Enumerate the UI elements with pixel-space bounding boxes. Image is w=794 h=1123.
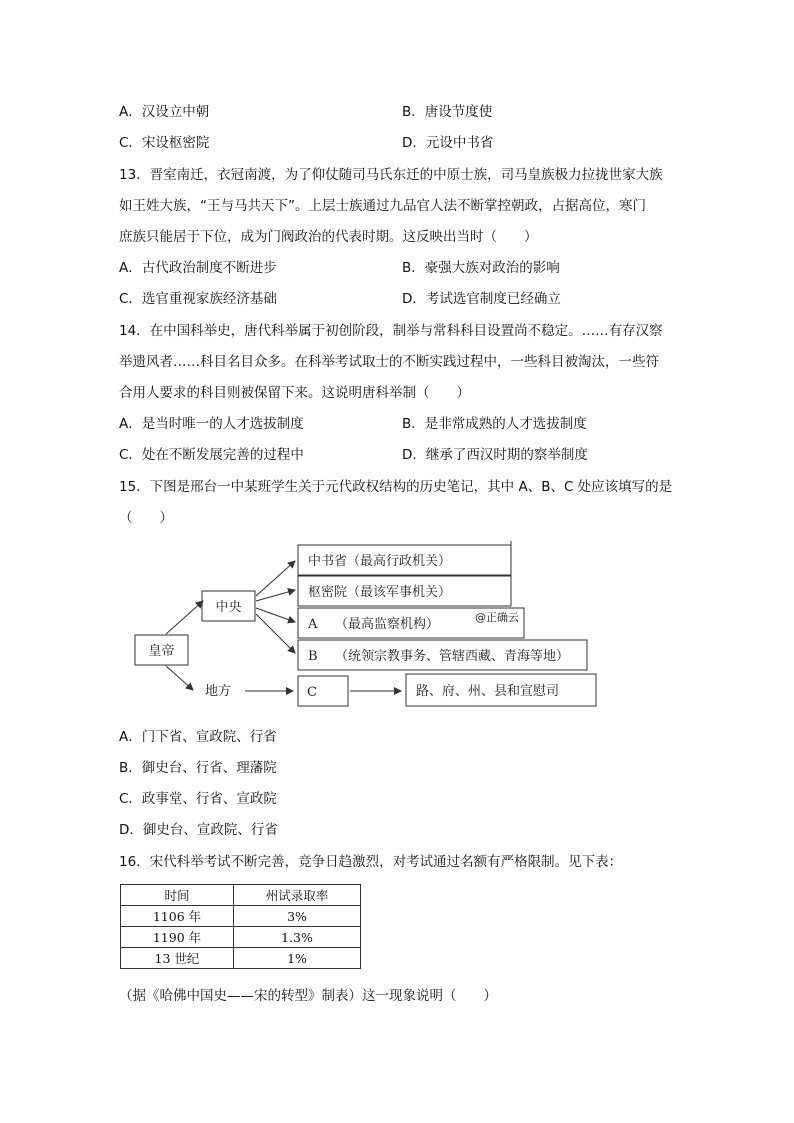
q13-option-d: D．考试选官制度已经确立 (402, 291, 561, 307)
table-row (121, 927, 361, 948)
q15-option-b: B．御史台、行省、理藩院 (119, 760, 277, 776)
q13-option-b: B．豪强大族对政治的影响 (402, 260, 560, 276)
arrow-central-box2 (256, 590, 295, 601)
q14-stem-line-3: 合用人要求的科目则被保留下来。这说明唐科举制（ ） (119, 385, 470, 401)
q14-stem-line-2: 举遗风者……科目名目众多。在科举考试取士的不断实践过程中，一些科目被淘汰，一些符 (119, 354, 659, 370)
box-local-units-text: 路、府、州、县和宣慰司 (416, 684, 560, 699)
box-b-text: （统领宗教事务、管辖西藏、青海等地） (335, 649, 570, 664)
q13-stem-line-3: 庶族只能居于下位，成为门阀政治的代表时期。这反映出当时（ ） (119, 229, 538, 245)
q15-stem-line-2: （ ） (119, 510, 173, 526)
table-header-time: 时间 (121, 885, 234, 906)
box-a-text: （最高监察机构） (335, 617, 440, 632)
arrow-emperor-central (166, 601, 203, 634)
box-shumiyuan-text: 枢密院（最该军事机关） (308, 585, 452, 600)
table-cell-rate: 1% (234, 948, 361, 969)
table-row (121, 948, 361, 969)
q13-option-c: C．选官重视家族经济基础 (119, 291, 277, 307)
central-label: 中央 (215, 600, 242, 615)
q15-option-c: C．政事堂、行省、宣政院 (119, 791, 277, 807)
table-cell-time: 1190 年 (121, 927, 234, 948)
q13-option-a: A．古代政治制度不断进步 (119, 260, 277, 276)
watermark: @正确云 (475, 611, 519, 624)
table-cell-rate: 1.3% (234, 927, 361, 948)
q12-option-d: D．元设中书省 (402, 135, 494, 151)
q15-option-a: A．门下省、宣政院、行省 (119, 729, 277, 745)
q12-option-c: C．宋设枢密院 (119, 135, 210, 151)
q14-stem-line-1: 14．在中国科举史，唐代科举属于初创阶段，制举与常科科目设置尚不稳定。……有存汉察 (119, 323, 663, 339)
q16-stem: 16．宋代科举考试不断完善，竞争日趋激烈，对考试通过名额有严格限制。见下表： (119, 854, 623, 870)
q16-source-note: （据《哈佛中国史——宋的转型》制表）这一现象说明（ ） (119, 988, 497, 1004)
q15-stem-line-1: 15．下图是邢台一中某班学生关于元代政权结构的历史笔记，其中 A、B、C 处应该填写的是 (119, 479, 673, 495)
q14-option-b: B．是非常成熟的人才选拔制度 (402, 416, 587, 432)
box-c-label: C (307, 685, 317, 700)
q16-table (120, 884, 361, 969)
q14-option-a: A．是当时唯一的人才选拔制度 (119, 416, 304, 432)
q13-stem-line-1: 13．晋室南迁，衣冠南渡，为了仰仗随司马氏东迁的中原士族，司马皇族极力拉拢世家大族 (119, 167, 663, 183)
arrow-emperor-local (166, 666, 193, 690)
table-cell-time: 1106 年 (121, 906, 234, 927)
q12-option-a: A．汉设立中朝 (119, 104, 210, 120)
emperor-label: 皇帝 (148, 644, 175, 659)
q15-option-d: D．御史台、宣政院、行省 (119, 822, 278, 838)
q13-stem-line-2: 如王姓大族，“王与马共天下”。上层士族通过九品官人法不断掌控朝政，占据高位，寒门 (119, 198, 646, 214)
local-label: 地方 (205, 684, 232, 699)
table-cell-rate: 3% (234, 906, 361, 927)
table-header-rate: 州试录取率 (234, 885, 361, 906)
box-c (298, 676, 348, 706)
q14-option-c: C．处在不断发展完善的过程中 (119, 447, 304, 463)
table-cell-time: 13 世纪 (121, 948, 234, 969)
table-header-row (121, 885, 361, 906)
arrow-central-box1 (256, 561, 295, 596)
q12-option-b: B．唐设节度使 (402, 104, 493, 120)
box-zhongshusheng-text: 中书省（最高行政机关） (308, 554, 452, 569)
box-a-label: A (308, 617, 318, 632)
q14-option-d: D．继承了西汉时期的察举制度 (402, 447, 588, 463)
box-b-label: B (308, 649, 318, 664)
table-row (121, 906, 361, 927)
